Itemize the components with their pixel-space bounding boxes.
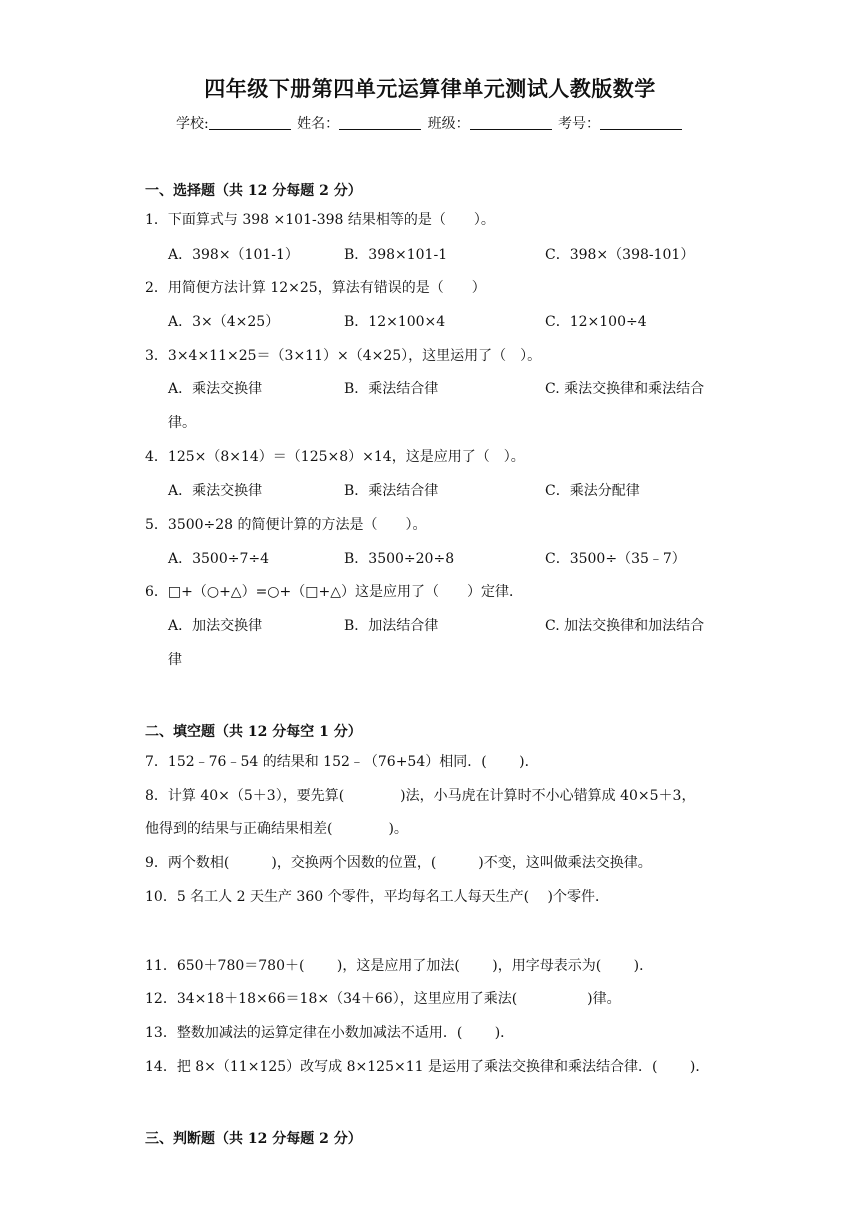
page-title: 四年级下册第四单元运算律单元测试人教版数学 [204, 76, 656, 101]
question-5: 5．3500÷28 的简便计算的方法是（ ）。 [145, 517, 427, 533]
q5-option-b: B．3500÷20÷8 [344, 551, 455, 567]
class-blank [470, 115, 552, 130]
q3-option-b: B．乘法结合律 [344, 381, 439, 397]
q6-option-a: A．加法交换律 [168, 618, 263, 634]
exam-number-blank [600, 115, 682, 130]
class-label: 班级： [427, 116, 470, 132]
q6-option-b: B．加法结合律 [344, 618, 439, 634]
q1-option-c: C．398×（398-101） [545, 247, 695, 263]
q1-option-b: B．398×101-1 [344, 247, 448, 263]
q5-option-c: C．3500÷（35﹣7） [545, 551, 686, 567]
question-7: 7．152﹣76﹣54 的结果和 152﹣（76+54）相同．( )． [145, 754, 539, 770]
q2-option-b: B．12×100×4 [344, 314, 446, 330]
q6-option-c: C. 加法交换律和加法结合 [545, 618, 705, 634]
q4-option-b: B．乘法结合律 [344, 483, 439, 499]
q2-option-c: C．12×100÷4 [545, 314, 647, 330]
student-info-line [0, 113, 860, 133]
question-1: 1．下面算式与 398 ×101-398 结果相等的是（ ）。 [145, 212, 495, 228]
q6-option-c-continued: 律 [168, 652, 182, 668]
question-10: 10．5 名工人 2 天生产 360 个零件，平均每名工人每天生产( )个零件． [145, 889, 609, 905]
q2-option-a: A．3×（4×25） [168, 314, 280, 330]
school-label: 学校: [175, 116, 209, 132]
q1-option-a: A．398×（101-1） [168, 247, 299, 263]
question-14: 14．把 8×（11×125）改写成 8×125×11 是运用了乘法交换律和乘法结合律．( )． [145, 1059, 710, 1075]
q4-option-a: A．乘法交换律 [168, 483, 263, 499]
q5-option-a: A．3500÷7÷4 [168, 551, 270, 567]
question-11: 11．650＋780＝780＋( )，这是应用了加法( )，用字母表示为( )． [145, 958, 654, 974]
question-13: 13．整数加减法的运算定律在小数加减法不适用．( )． [145, 1025, 515, 1041]
name-blank [339, 115, 421, 130]
school-blank [209, 115, 291, 130]
question-2: 2．用简便方法计算 12×25，算法有错误的是（ ） [145, 280, 486, 296]
section-heading-true-false: 三、判断题（共 12 分每题 2 分） [145, 1131, 362, 1147]
q3-option-c: C. 乘法交换律和乘法结合 [545, 381, 705, 397]
question-6: 6．□+（○+△）=○+（□+△）这是应用了（ ）定律． [145, 584, 523, 600]
q3-option-c-continued: 律。 [168, 415, 196, 431]
name-label: 姓名： [297, 116, 340, 132]
question-8-continued: 他得到的结果与正确结果相差( )。 [145, 821, 408, 837]
q3-option-a: A．乘法交换律 [168, 381, 263, 397]
section-heading-choice: 一、选择题（共 12 分每题 2 分） [145, 183, 362, 199]
question-8: 8．计算 40×（5＋3），要先算( )法，小马虎在计算时不小心错算成 40×5＋3， [145, 788, 696, 804]
question-3: 3．3×4×11×25＝（3×11）×（4×25），这里运用了（ ）。 [145, 348, 542, 364]
question-4: 4．125×（8×14）＝（125×8）×14，这是应用了（ ）。 [145, 449, 525, 465]
exam-number-label: 考号： [558, 116, 601, 132]
question-12: 12．34×18＋18×66＝18×（34＋66），这里应用了乘法( )律。 [145, 991, 621, 1007]
question-9: 9．两个数相( )，交换两个因数的位置，( )不变，这叫做乘法交换律。 [145, 855, 652, 871]
section-heading-fill-blank: 二、填空题（共 12 分每空 1 分） [145, 724, 362, 740]
q4-option-c: C．乘法分配律 [545, 483, 640, 499]
